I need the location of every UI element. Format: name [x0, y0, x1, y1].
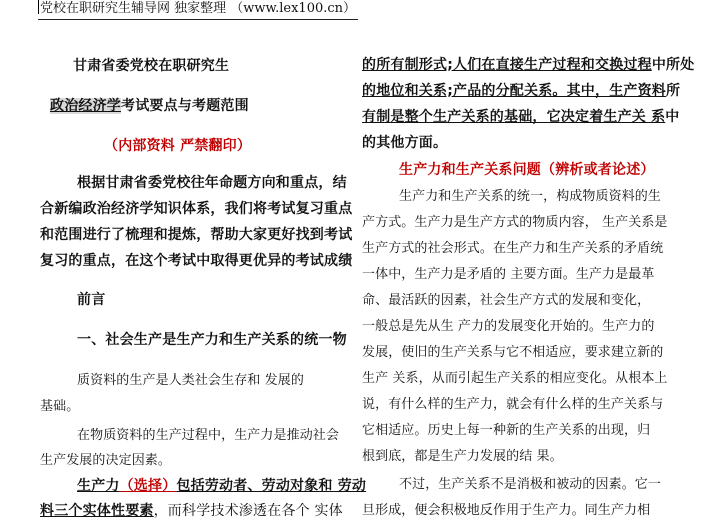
right-bold-line-2-main: 的地位和关系;产品的分配关系。其中，生产资料	[362, 83, 666, 99]
intro-line-4: 复习的重点，在这个考试中取得更优异的考试成绩	[40, 253, 353, 269]
intro-line-3: 和范围进行了梳理和提炼，帮助大家更好找到考试	[40, 227, 353, 243]
right-para-line-8: 生产 关系，从而引起生产关系的相应变化。从根本上	[362, 371, 668, 386]
right-bold-line-1-main: 的所有制形式;人们在直接生产过程和交换过程	[362, 57, 652, 73]
para-2-line-1: 在物质资料的生产过程中，生产力是推动社会	[77, 428, 340, 443]
right-para-line-4: 一体中，生产力是矛盾的 主要方面。生产力是最革	[362, 267, 655, 282]
right-para-line-5: 命、最活跃的因素，社会生产方式的发展和变化，	[362, 293, 651, 308]
para-3-line-1	[77, 477, 366, 495]
right-para-2-line-1: 不过，生产关系不是消极和被动的因素。它一	[399, 477, 662, 492]
intro-line-2: 合新编政治经济学知识体系，我们将考试复习重点	[40, 201, 353, 217]
right-bold-line-3	[362, 108, 679, 126]
page-header	[38, 0, 358, 20]
right-bold-line-1-tail: 中所处	[651, 57, 695, 73]
right-para-line-6: 一般总是先从生 产力的发展变化开始的。生产力的	[362, 319, 655, 334]
para-3-line-2	[40, 502, 343, 520]
question-type-tag: （选择）	[119, 478, 177, 494]
preface-heading: 前言	[77, 292, 106, 308]
right-para-line-7: 发展，使旧的生产关系与它不相适应，要求建立新的	[362, 345, 664, 360]
right-bold-line-2	[362, 82, 680, 100]
productivity-term: 生产力	[77, 478, 120, 494]
right-bold-line-2-tail: 所	[666, 83, 681, 99]
right-bold-line-3-main: 有制是整个生产关系的基础，它决定着生产关 系	[362, 109, 666, 125]
right-para-line-3: 生产方式的社会形式。在生产力和生产关系的矛盾统	[362, 241, 664, 256]
right-bold-line-4: 的其他方面。	[362, 135, 448, 151]
right-para-line-11: 根到底，都是生产力发展的结 果。	[362, 449, 563, 464]
right-para-line-2: 产方式。生产力是生产方式的物质内容， 生产关系是	[362, 215, 668, 230]
three-elements: 料三个实体性要素	[40, 503, 154, 519]
right-para-line-1: 生产力和生产关系的统一，构成物质资料的生	[399, 189, 662, 204]
doc-title-line-2	[50, 97, 249, 115]
header-text: 党校在职研究生辅导网 独家整理 （www.lex100.cn）	[40, 1, 357, 16]
right-para-line-9: 说，有什么样的生产力，就会有什么样的生产关系与	[362, 397, 664, 412]
title-suffix: 考试要点与考题范围	[121, 98, 249, 114]
productivity-elements: 包括劳动者、劳动对象和 劳动	[176, 478, 367, 494]
intro-line-1: 根据甘肃省委党校往年命题方向和重点，结	[77, 175, 347, 191]
doc-title-line-1: 甘肃省委党校在职研究生	[73, 58, 230, 74]
para-3-continuation: ，而科学技术渗透在各个 实体	[153, 503, 343, 519]
confidential-note: （内部资料 严禁翻印）	[104, 138, 252, 154]
right-bold-line-1	[362, 56, 694, 74]
right-subtitle: 生产力和生产关系问题（辨析或者论述）	[399, 162, 655, 178]
para-1-line-2: 基础。	[40, 399, 80, 414]
para-2-line-2: 生产发展的决定因素。	[40, 453, 172, 468]
para-1-line-1: 质资料的生产是人类社会生存和 发展的	[77, 373, 304, 388]
right-bold-line-3-tail: 中	[665, 109, 680, 125]
text-cursor	[38, 0, 39, 14]
right-para-line-10: 它相适应。历史上每一种新的生产关系的出现，归	[362, 423, 651, 438]
subject-name: 政治经济学	[50, 98, 121, 114]
right-para-2-line-2: 旦形成，便会积极地反作用于生产力。同生产力相	[362, 503, 651, 518]
section-1-heading: 一、社会生产是生产力和生产关系的统一物	[77, 332, 347, 348]
